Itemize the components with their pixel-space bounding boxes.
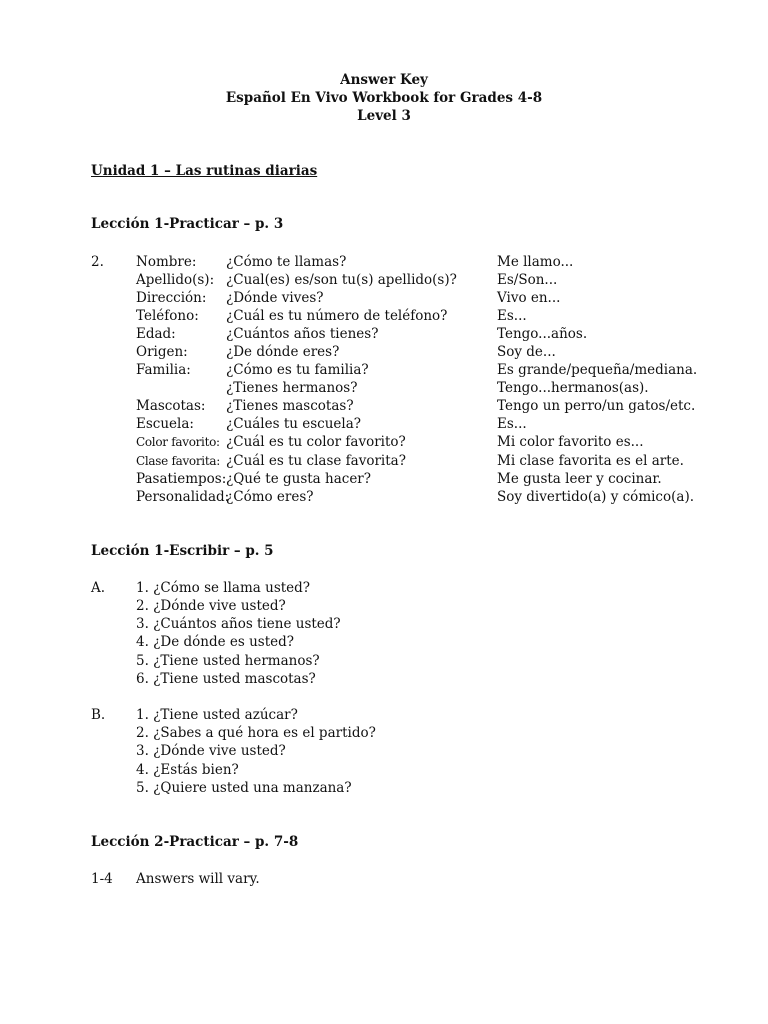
header-line-3: Level 3 <box>357 108 411 124</box>
part-label: B. <box>91 707 106 723</box>
answer: Es... <box>497 308 527 324</box>
list-item-text: 2. ¿Sabes a qué hora es el partido? <box>136 725 376 741</box>
list-item-text: 5. ¿Tiene usted hermanos? <box>136 653 320 669</box>
unit-title: Unidad 1 – Las rutinas diarias <box>91 163 318 179</box>
answer: Es grande/pequeña/mediana. <box>497 362 698 378</box>
question: ¿Cuáles tu escuela? <box>226 416 362 432</box>
field-label: Apellido(s): <box>136 272 215 288</box>
question: ¿Cual(es) es/son tu(s) apellido(s)? <box>226 272 457 288</box>
document-header <box>0 71 768 125</box>
list-item-text: 3. ¿Cuántos años tiene usted? <box>136 616 341 632</box>
field-label: Pasatiempos: <box>136 471 227 487</box>
question: ¿Qué te gusta hacer? <box>226 471 371 487</box>
item-range: 1-4 <box>91 871 113 887</box>
list-item-text: 1. ¿Cómo se llama usted? <box>136 580 311 596</box>
question: ¿Cuántos años tienes? <box>226 326 379 342</box>
field-label: Dirección: <box>136 290 207 306</box>
field-label: Teléfono: <box>136 308 199 324</box>
question: ¿Cuál es tu clase favorita? <box>226 453 406 469</box>
answer: Soy de... <box>497 344 556 360</box>
answer: Me llamo... <box>497 254 574 270</box>
answer: Soy divertido(a) y cómico(a). <box>497 489 694 505</box>
question: ¿Tienes hermanos? <box>226 380 358 396</box>
question: ¿Dónde vives? <box>226 290 324 306</box>
question: ¿Cuál es tu número de teléfono? <box>226 308 448 324</box>
question: ¿Cómo es tu familia? <box>226 362 369 378</box>
section-heading-leccion-1-escribir: Lección 1-Escribir – p. 5 <box>91 543 274 559</box>
field-label: Clase favorita: <box>136 454 220 468</box>
answer: Mi clase favorita es el arte. <box>497 453 684 469</box>
list-item-text: Answers will vary. <box>136 871 260 887</box>
field-label: Escuela: <box>136 416 194 432</box>
list-item-text: 4. ¿Estás bien? <box>136 762 239 778</box>
list-item-text: 6. ¿Tiene usted mascotas? <box>136 671 316 687</box>
part-label: A. <box>91 580 106 596</box>
field-label: Personalidad: <box>136 489 230 505</box>
question: ¿Tienes mascotas? <box>226 398 354 414</box>
section-heading-leccion-1-practicar: Lección 1-Practicar – p. 3 <box>91 216 284 232</box>
answer: Vivo en... <box>497 290 561 306</box>
list-item-text: 4. ¿De dónde es usted? <box>136 634 295 650</box>
item-number: 2. <box>91 254 104 270</box>
answer: Es/Son... <box>497 272 558 288</box>
answer: Tengo...años. <box>497 326 588 342</box>
answer: Mi color favorito es... <box>497 434 644 450</box>
question: ¿Cómo te llamas? <box>226 254 347 270</box>
field-label: Color favorito: <box>136 435 220 449</box>
field-label: Mascotas: <box>136 398 206 414</box>
answer: Tengo un perro/un gatos/etc. <box>497 398 696 414</box>
field-label: Origen: <box>136 344 188 360</box>
section-heading-leccion-2-practicar: Lección 2-Practicar – p. 7-8 <box>91 834 299 850</box>
header-line-1: Answer Key <box>340 72 428 88</box>
list-item-text: 3. ¿Dónde vive usted? <box>136 743 286 759</box>
question: ¿De dónde eres? <box>226 344 340 360</box>
question: ¿Cómo eres? <box>226 489 314 505</box>
list-item-text: 1. ¿Tiene usted azúcar? <box>136 707 298 723</box>
question: ¿Cuál es tu color favorito? <box>226 434 406 450</box>
field-label: Nombre: <box>136 254 197 270</box>
list-item-text: 2. ¿Dónde vive usted? <box>136 598 286 614</box>
answer: Es... <box>497 416 527 432</box>
field-label: Edad: <box>136 326 176 342</box>
answer: Me gusta leer y cocinar. <box>497 471 662 487</box>
header-line-2: Español En Vivo Workbook for Grades 4-8 <box>225 90 543 106</box>
field-label: Familia: <box>136 362 191 378</box>
list-item-text: 5. ¿Quiere usted una manzana? <box>136 780 352 796</box>
answer: Tengo...hermanos(as). <box>497 380 649 396</box>
